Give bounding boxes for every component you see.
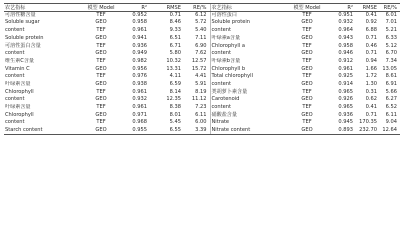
cell-indicator-2: content	[210, 104, 288, 112]
cell-r2: 0.961	[132, 104, 147, 110]
cell-r2: 0.949	[132, 50, 147, 57]
cell-rmse: 8.38	[169, 104, 181, 110]
header-rmse: RMSE	[150, 4, 184, 12]
cell-model-2: TEF	[302, 27, 312, 34]
cell-re: 15.72	[191, 65, 207, 72]
cell-r2: 0.982	[132, 57, 147, 64]
cell-rmse: 5.45	[169, 119, 181, 126]
cell-re-2: 9.04	[385, 119, 397, 126]
cell-re: 11.12	[191, 96, 207, 103]
cell-r2: 0.955	[120, 127, 150, 135]
cell-indicator-2: content	[210, 81, 288, 89]
cell-rmse: 10.32	[166, 57, 181, 64]
cell-rmse: 8.01	[169, 111, 181, 118]
cell-rmse-2: 0.94	[365, 57, 377, 64]
cell-r2: 0.941	[132, 34, 147, 41]
cell-model-2: GEO	[301, 50, 313, 57]
cell-rmse-2: 0.62	[365, 96, 377, 103]
cell-r2-2: 0.958	[338, 42, 353, 49]
cell-re: 7.62	[195, 50, 207, 57]
cell-re-2: 6.01	[385, 12, 397, 18]
cell-rmse-2: 0.71	[365, 111, 377, 118]
cell-re-2: 6.33	[385, 34, 397, 41]
cell-r2-2: 0.912	[338, 57, 353, 64]
cell-indicator: content	[5, 73, 25, 80]
cell-indicator-2: 可溶性蛋白	[210, 12, 288, 20]
cell-r2: 0.938	[132, 80, 147, 87]
cell-indicator-2: Soluble protein	[210, 19, 288, 27]
cell-model-2: TEF	[302, 88, 312, 95]
cell-re: 6.12	[195, 12, 207, 18]
cell-r2: 0.968	[132, 119, 147, 126]
header-r2-2: R²	[326, 4, 356, 12]
cell-r2-2: 0.926	[338, 96, 353, 103]
cell-rmse-2: 1.30	[365, 80, 377, 87]
cell-model-2: GEO	[301, 65, 313, 72]
cell-re: 8.19	[195, 88, 207, 95]
table-row	[4, 96, 400, 104]
cell-model: GEO	[95, 19, 107, 26]
cell-indicator: 可溶性蛋白含量	[5, 42, 41, 49]
cell-model: GEO	[82, 127, 120, 135]
cell-model: TEF	[96, 12, 106, 18]
cell-re: 3.39	[184, 127, 210, 135]
cell-re-2: 5.66	[385, 88, 397, 95]
cell-model-2: GEO	[301, 80, 313, 87]
cell-re-2: 6.11	[385, 111, 397, 118]
table-body	[4, 12, 400, 135]
cell-r2-2: 0.932	[338, 19, 353, 26]
header-r2: R²	[120, 4, 150, 12]
cell-r2-2: 0.943	[338, 34, 353, 41]
cell-r2: 0.932	[132, 96, 147, 103]
cell-rmse-2: 0.46	[365, 42, 377, 49]
cell-rmse: 9.33	[169, 27, 181, 34]
cell-indicator: content	[5, 50, 25, 57]
cell-model: TEF	[96, 42, 106, 49]
cell-indicator-2: content	[210, 27, 288, 35]
cell-rmse: 8.14	[169, 88, 181, 95]
cell-re-2: 5.12	[385, 42, 397, 49]
cell-model-2: GEO	[301, 96, 313, 103]
cell-indicator-2: content	[210, 50, 288, 58]
cell-r2-2: 0.893	[326, 127, 356, 135]
table-row	[4, 27, 400, 35]
cell-model: TEF	[96, 119, 106, 126]
cell-model: GEO	[95, 65, 107, 72]
cell-r2-2: 0.914	[338, 80, 353, 87]
cell-re: 7.23	[195, 104, 207, 110]
cell-r2-2: 0.965	[338, 88, 353, 95]
cell-r2-2: 0.961	[338, 65, 353, 72]
cell-re: 7.11	[195, 34, 207, 41]
cell-model-2: GEO	[301, 34, 313, 41]
cell-indicator-2: Chlorophyll a	[210, 42, 288, 50]
table-row	[4, 42, 400, 50]
table-row	[4, 104, 400, 112]
cell-re-2: 6.91	[385, 80, 397, 87]
cell-rmse: 0.71	[169, 12, 181, 18]
cell-re: 4.41	[195, 73, 207, 80]
cell-model: GEO	[95, 96, 107, 103]
cell-indicator: 叶绿素含量	[5, 104, 31, 110]
cell-model-2: GEO	[301, 111, 313, 118]
cell-indicator-2: 类胡萝卜素含量	[210, 88, 288, 96]
table-row	[4, 12, 400, 20]
table-row	[4, 111, 400, 119]
cell-indicator: Chlorophyll	[5, 88, 34, 95]
table-row	[4, 81, 400, 89]
cell-rmse-2: 1.66	[365, 65, 377, 72]
cell-rmse-2: 170.35	[359, 119, 377, 126]
table-row	[4, 88, 400, 96]
cell-rmse: 12.35	[166, 96, 181, 103]
table-row	[4, 65, 400, 73]
cell-r2-2: 0.965	[338, 104, 353, 110]
cell-re-2: 8.61	[385, 73, 397, 80]
cell-indicator-2: Carotenoid	[210, 96, 288, 104]
cell-re-2: 5.21	[385, 27, 397, 34]
cell-r2: 0.958	[132, 19, 147, 26]
table-row	[4, 50, 400, 58]
table-row	[4, 127, 400, 135]
cell-rmse-2: 232.70	[356, 127, 380, 135]
cell-r2: 0.961	[132, 27, 147, 34]
cell-model: TEF	[96, 57, 106, 64]
cell-re: 6.90	[195, 42, 207, 49]
cell-indicator-2: Nitrate content	[210, 127, 288, 135]
cell-r2-2: 0.946	[338, 50, 353, 57]
cell-model-2: GEO	[288, 127, 326, 135]
cell-indicator-2: Total chlorophyll	[210, 73, 288, 81]
cell-rmse: 8.46	[169, 19, 181, 26]
cell-indicator: Soluble protein	[5, 34, 44, 41]
cell-re-2: 7.34	[385, 57, 397, 64]
table-row	[4, 73, 400, 81]
table-row	[4, 119, 400, 127]
cell-model-2: TEF	[302, 57, 312, 64]
cell-re: 5.91	[195, 80, 207, 87]
cell-model: GEO	[95, 34, 107, 41]
cell-re: 5.72	[195, 19, 207, 26]
cell-indicator: Soluble sugar	[5, 19, 40, 26]
cell-re: 6.00	[195, 119, 207, 126]
cell-r2: 0.976	[132, 73, 147, 80]
cell-indicator-2: 硝酸盐含量	[210, 111, 288, 119]
cell-model-2: TEF	[302, 73, 312, 80]
header-indicator: 农艺指标	[4, 4, 82, 12]
cell-rmse-2: 0.71	[365, 34, 377, 41]
cell-rmse-2: 0.41	[365, 104, 377, 110]
table-header	[4, 4, 400, 12]
cell-re: 6.11	[195, 111, 207, 118]
cell-model: GEO	[95, 80, 107, 87]
cell-model-2: TEF	[302, 119, 312, 126]
cell-indicator-2: Chlorophyll b	[210, 65, 288, 73]
cell-r2-2: 0.964	[338, 27, 353, 34]
cell-r2: 0.961	[132, 88, 147, 95]
cell-re-2: 6.27	[385, 96, 397, 103]
cell-rmse: 13.31	[166, 65, 181, 72]
cell-rmse-2: 1.72	[365, 73, 377, 80]
header-indicator-2: 农艺指标	[210, 4, 288, 12]
cell-rmse: 6.51	[169, 34, 181, 41]
cell-r2-2: 0.951	[338, 12, 353, 18]
cell-indicator-2: 叶绿素a含量	[210, 35, 288, 43]
cell-indicator-2: 叶绿素b含量	[210, 58, 288, 66]
cell-rmse: 5.80	[169, 50, 181, 57]
cell-indicator: content	[5, 119, 25, 126]
cell-rmse: 6.71	[169, 42, 181, 49]
cell-model-2: TEF	[302, 12, 312, 18]
cell-rmse-2: 0.41	[365, 12, 377, 18]
cell-rmse-2: 0.71	[365, 50, 377, 57]
cell-rmse-2: 0.31	[365, 88, 377, 95]
cell-rmse: 6.59	[169, 80, 181, 87]
cell-re-2: 13.05	[382, 65, 397, 72]
header-re: RE/%	[184, 4, 210, 12]
cell-model: GEO	[95, 111, 107, 118]
table-row	[4, 58, 400, 66]
cell-model: GEO	[95, 50, 107, 57]
cell-r2: 0.936	[132, 42, 147, 49]
header-rmse-2: RMSE	[356, 4, 380, 12]
cell-rmse-2: 6.88	[365, 27, 377, 34]
cell-indicator: 可溶性糖含量	[5, 12, 36, 18]
cell-rmse: 6.55	[150, 127, 184, 135]
cell-indicator: 叶绿素含量	[5, 80, 31, 87]
table-row	[4, 35, 400, 43]
cell-re-2: 6.70	[385, 50, 397, 57]
cell-indicator: content	[5, 96, 25, 103]
cell-model: TEF	[96, 27, 106, 34]
cell-model: TEF	[96, 73, 106, 80]
cell-indicator: content	[5, 27, 25, 34]
cell-re-2: 6.52	[385, 104, 397, 110]
cell-model: TEF	[96, 104, 106, 110]
cell-r2-2: 0.945	[338, 119, 353, 126]
cell-re-2: 7.01	[385, 19, 397, 26]
cell-indicator: 维生素C含量	[5, 57, 35, 64]
cell-r2: 0.971	[132, 111, 147, 118]
cell-indicator: Vitamin C	[5, 65, 30, 72]
cell-rmse-2: 0.92	[365, 19, 377, 26]
header-model: 模型 Model	[82, 4, 120, 12]
cell-r2-2: 0.936	[338, 111, 353, 118]
cell-model: TEF	[96, 88, 106, 95]
cell-indicator-2: Nitrate	[210, 119, 288, 127]
cell-r2: 0.956	[132, 65, 147, 72]
header-re-2: RE/%	[380, 4, 400, 12]
table-row	[4, 19, 400, 27]
header-row	[4, 4, 400, 12]
cell-model-2: TEF	[302, 42, 312, 49]
cell-indicator: Starch content	[4, 127, 82, 135]
cell-r2-2: 0.925	[338, 73, 353, 80]
cell-indicator: Chlorophyll	[5, 111, 34, 118]
cell-rmse: 4.11	[169, 73, 181, 80]
cell-model-2: GEO	[301, 19, 313, 26]
cell-re: 5.40	[195, 27, 207, 34]
cell-re: 12.57	[191, 57, 207, 64]
cell-re-2: 12.64	[380, 127, 400, 135]
cell-r2: 0.952	[132, 12, 147, 18]
cell-model-2: TEF	[302, 104, 312, 110]
header-model-2: 模型 Model	[288, 4, 326, 12]
results-table	[4, 3, 400, 135]
